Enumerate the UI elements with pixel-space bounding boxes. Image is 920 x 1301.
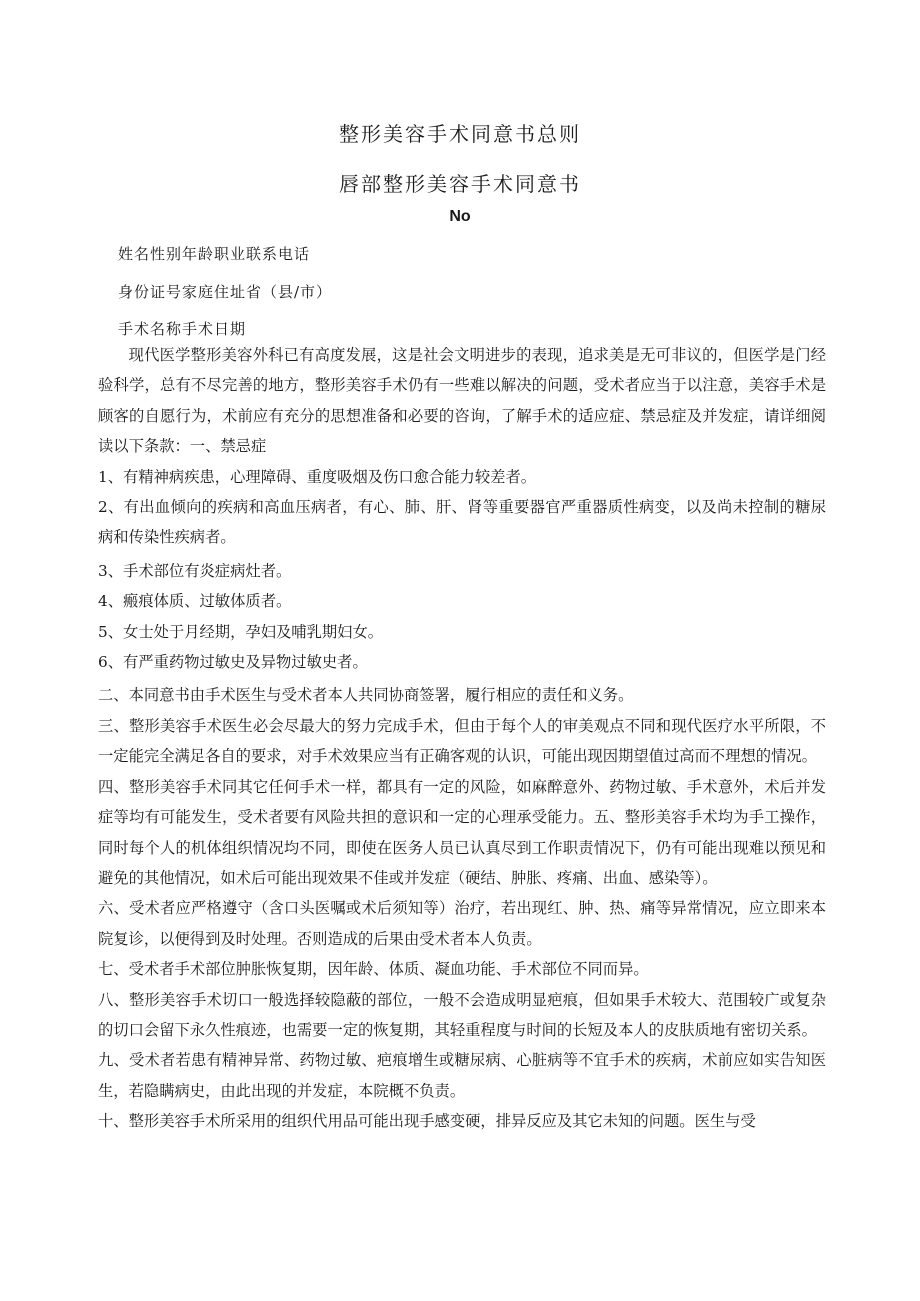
clause-paragraph: 九、受术者若患有精神异常、药物过敏、疤痕增生或糖尿病、心脏病等不宜手术的疾病，术前应如实告知医生，若隐瞒病史，由此出现的并发症，本院概不负责。 [98, 1051, 826, 1100]
clause-paragraph: 六、受术者应严格遵守（含口头医嘱或术后须知等）治疗，若出现红、肿、热、痛等异常情况，应立即来本院复诊，以便得到及时处理。否则造成的后果由受术者本人负责。 [98, 899, 826, 948]
id-address-line: 身份证号家庭住址省（县/市） [118, 283, 333, 301]
contraindication-item: 2、有出血倾向的疾病和高血压病者，有心、肺、肝、肾等重要器官严重器质性病变，以及尚未控制的糖尿病和传染性疾病者。 [98, 498, 826, 547]
clause-paragraph: 三、整形美容手术医生必会尽最大的努力完成手术，但由于每个人的审美观点不同和现代医疗水平所限，不一定能完全满足各自的要求，对手术效果应当有正确客观的认识，可能出现因期望值过高而不理想的情况。 [98, 716, 826, 766]
document-subtitle: 唇部整形美容手术同意书 [339, 172, 581, 196]
contraindication-item: 4、瘢痕体质、过敏体质者。 [98, 592, 292, 611]
surgery-info-line: 手术名称手术日期 [118, 320, 247, 338]
document-title: 整形美容手术同意书总则 [339, 122, 581, 146]
personal-info-line: 姓名性别年龄职业联系电话 [118, 245, 311, 263]
clause-paragraph: 四、整形美容手术同其它任何手术一样，都具有一定的风险，如麻醉意外、药物过敏、手术意外，术后并发症等均有可能发生，受术者要有风险共担的意识和一定的心理承受能力。五、整形美容手术均为手工操作，同时每个人的机体组织情况均不同，即使在医务人员已认真尽到工作职责情况下，仍有可能出现难以预见和避免的其他情况，如术后可能出现效果不佳或并发症（硬结、肿胀、疼痛、出血、感染等）。 [98, 777, 826, 887]
consent-body [98, 340, 826, 1137]
clause-paragraph: 八、整形美容手术切口一般选择较隐蔽的部位，一般不会造成明显疤痕，但如果手术较大、范围较广或复杂的切口会留下永久性痕迹，也需要一定的恢复期，其轻重程度与时间的长短及本人的皮肤质地有密切关系。 [98, 990, 826, 1039]
clause-paragraph: 十、整形美容手术所采用的组织代用品可能出现手感变硬，排异反应及其它未知的问题。医生与受 [98, 1112, 756, 1131]
contraindication-item: 3、手术部位有炎症病灶者。 [98, 561, 292, 580]
clause-paragraph: 七、受术者手术部位肿胀恢复期，因年龄、体质、凝血功能、手术部位不同而异。 [98, 960, 649, 979]
clause-paragraph: 二、本同意书由手术医生与受术者本人共同协商签署，履行相应的责任和义务。 [98, 686, 634, 705]
contraindication-item: 1、有精神病疾患，心理障碍、重度吸烟及伤口愈合能力较差者。 [98, 467, 537, 486]
contraindication-item: 6、有严重药物过敏史及异物过敏史者。 [98, 653, 368, 672]
document-number-label: No [449, 208, 471, 225]
contraindication-item: 5、女士处于月经期，孕妇及哺乳期妇女。 [98, 622, 384, 641]
intro-paragraph: 现代医学整形美容外科已有高度发展，这是社会文明进步的表现，追求美是无可非议的，但医学是门经验科学，总有不尽完善的地方，整形美容手术仍有一些难以解决的问题，受术者应当于以注意，美容手术是顾客的自愿行为，术前应有充分的思想准备和必要的咨询，了解手术的适应症、禁忌症及并发症，请详细阅读以下条款：一、禁忌症 [98, 346, 826, 456]
